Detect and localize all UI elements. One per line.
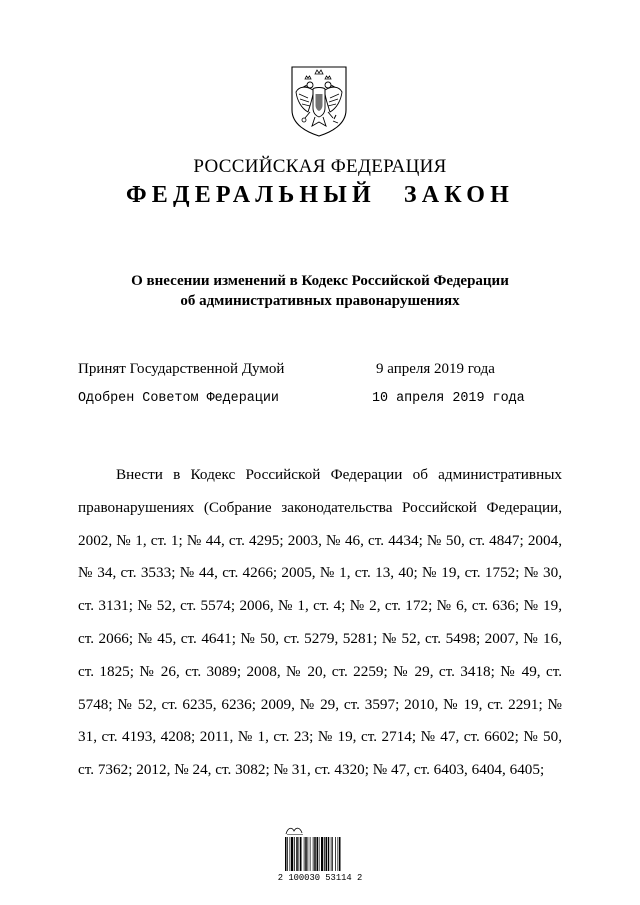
barcode-bar <box>319 837 320 871</box>
document-type-word2: ЗАКОН <box>403 182 515 208</box>
barcode-bar <box>291 837 293 871</box>
barcode-bar <box>328 837 330 871</box>
barcode-bar <box>331 837 332 871</box>
barcode-bar <box>321 837 323 871</box>
law-title <box>0 271 640 311</box>
approval-date: 10 апреля 2019 года <box>372 391 525 406</box>
barcode-bar <box>285 837 287 871</box>
barcode-bar <box>308 837 309 871</box>
barcode-bar <box>317 837 319 871</box>
adoption-label: Принят Государственной Думой <box>78 361 285 377</box>
barcode-bar <box>313 837 314 871</box>
barcode-bar <box>332 837 333 871</box>
barcode-bar <box>290 837 291 871</box>
document-type <box>0 182 640 209</box>
adoption-date: 9 апреля 2019 года <box>376 361 495 377</box>
barcode-bar <box>294 837 295 871</box>
barcode-bar <box>339 837 341 871</box>
barcode-bar <box>287 837 288 871</box>
country-name: РОССИЙСКАЯ ФЕДЕРАЦИЯ <box>193 156 447 177</box>
barcode <box>270 825 380 887</box>
barcode-bar <box>300 837 302 871</box>
barcode-bar <box>299 837 300 871</box>
barcode-logo-icon <box>284 825 306 837</box>
barcode-number: 2 100030 53114 2 <box>277 873 363 883</box>
law-title-line2: об административных правонарушениях <box>180 293 460 309</box>
barcode-bar <box>324 837 325 871</box>
approval-label: Одобрен Советом Федерации <box>78 391 279 406</box>
adoption-row-duma <box>78 361 558 381</box>
barcode-bar <box>310 837 311 871</box>
barcode-bar <box>304 837 305 871</box>
document-type-word1: ФЕДЕРАЛЬНЫЙ <box>125 182 376 208</box>
adoption-row-council <box>78 391 558 411</box>
coat-of-arms-icon <box>288 64 350 138</box>
body-paragraph: Внести в Кодекс Российской Федерации об административных правонарушениях (Собрание законодательства Российской Федерации, 2002, № 1, ст. 1; № 44, ст. 4295; 2003, № 46, ст. 4434; № 50, ст. 4847; 2004, № 34, ст. 3533; № 44, ст. 4266; 2005, № 1, ст. 13, 40; № 19, ст. 1752; № 30, ст. 3131; № 52, ст. 5574; 2006, № 1, ст. 4; № 2, ст. 172; № 6, ст. 636; № 19, ст. 2066; № 45, ст. 4641; № 50, ст. 5279, 5281; № 52, ст. 5498; 2007, № 16, ст. 1825; № 26, ст. 3089; 2008, № 20, ст. 2259; № 29, ст. 3418; № 49, ст. 5748; № 52, ст. 6235, 6236; 2009, № 29, ст. 3597; 2010, № 19, ст. 2291; № 31, ст. 4193, 4208; 2011, № 1, ст. 23; № 19, ст. 2714; № 47, ст. 6602; № 50, ст. 7362; 2012, № 24, ст. 3082; № 31, ст. 4320; № 47, ст. 6403, 6404, 6405; <box>78 466 562 779</box>
barcode-bar <box>335 837 336 871</box>
barcode-bar <box>326 837 328 871</box>
barcode-bar <box>296 837 298 871</box>
barcode-bar <box>314 837 316 871</box>
barcode-bars <box>284 837 362 871</box>
barcode-bar <box>338 837 339 871</box>
law-title-line1: О внесении изменений в Кодекс Российской Федерации <box>131 273 509 289</box>
barcode-bar <box>305 837 307 871</box>
